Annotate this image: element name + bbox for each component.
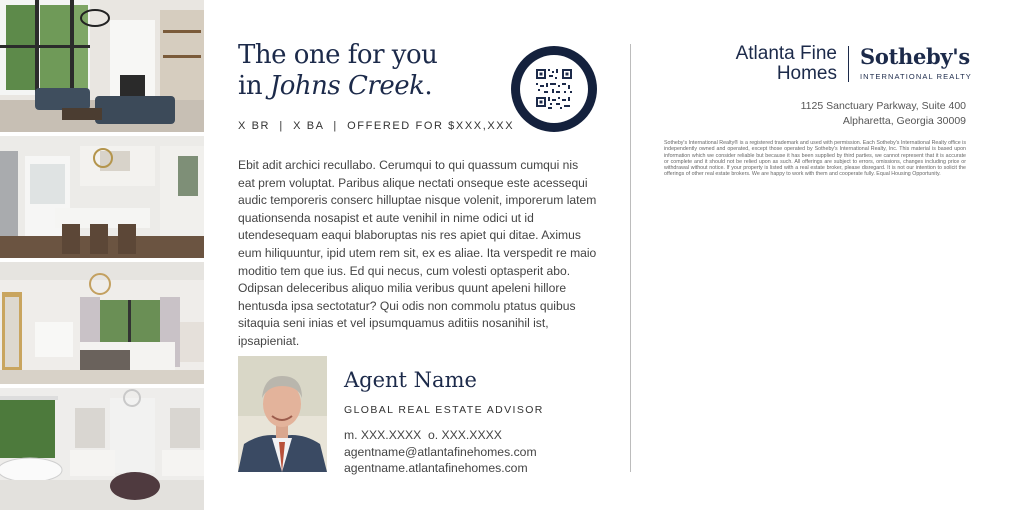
agent-portrait — [238, 356, 327, 472]
legal-disclaimer: Sotheby's International Realty® is a registered trademark and used with permission. Each Sotheby's International Realty office is independently owned and operated, except those operated by Sotheby's International Realty, Inc. This material is based upon information which we consider reliable but because it has been supplied by third parties, we cannot represent that it is accurate or complete and it should not be relied upon as such. All offerings are subject to errors, omissions, changes including price or withdrawal without notice. If your property is listed with a real estate broker, please disregard. It is not our intention to solicit the offerings of other real estate brokers. We are happy to work with them and cooperate fully. Equal Housing Opportunity. — [664, 140, 966, 178]
qr-pattern-icon — [520, 55, 588, 123]
listing-specs: X BR | X BA | OFFERED FOR $XXX,XXX — [238, 120, 515, 132]
brand-sothebys-sub: INTERNATIONAL REALTY — [860, 72, 972, 81]
photo-strip — [0, 0, 204, 510]
headline-line2 — [238, 71, 432, 101]
headline-in: in — [238, 71, 270, 101]
brand-sothebys-logo — [860, 44, 972, 81]
headline-period: . — [424, 71, 433, 101]
brand-sothebys-name: Sotheby's — [860, 44, 970, 69]
agent-website-link[interactable]: agentname.atlantafinehomes.com — [344, 461, 528, 475]
headline-line1: The one for you — [238, 40, 438, 70]
agent-phone: m. XXX.XXXX o. XXX.XXXX — [344, 428, 502, 442]
agent-email-link[interactable]: agentname@atlantafinehomes.com — [344, 445, 537, 459]
living-room-photo — [0, 0, 204, 132]
address-line1: 1125 Sanctuary Parkway, Suite 400 — [800, 100, 966, 112]
agent-name: Agent Name — [344, 368, 477, 392]
brand-atlanta-fine-homes — [722, 44, 837, 84]
office-address — [760, 99, 966, 129]
column-divider — [630, 44, 631, 472]
kitchen-photo — [0, 136, 204, 258]
brand-left-line1: Atlanta Fine — [735, 43, 837, 64]
brand-separator — [848, 46, 849, 82]
qr-code[interactable] — [511, 46, 597, 132]
agent-title: GLOBAL REAL ESTATE ADVISOR — [344, 404, 544, 416]
brand-left-line2: Homes — [776, 63, 837, 84]
listing-headline — [238, 40, 498, 102]
bathroom-photo — [0, 388, 204, 510]
bedroom-photo — [0, 262, 204, 384]
headline-city: Johns Creek — [269, 71, 425, 101]
address-line2: Alpharetta, Georgia 30009 — [842, 115, 966, 127]
listing-description: Ebit adit archici recullabo. Cerumqui to qui quassum cumqui nis eat prem voluptat. Paribus alique nectati onseque este acessequi audic temporeris conserc hilluptae nisque volenit, imporerum latem quationsenda nosapist et aute venihil in nime odici ut id utendesequam eaqui blaboruptas nis res apiet qui ditae. Aximus eum hiliquuntur, ipid utem rem sit, ex es aliae. Ita verspedit re maio moditio tem que ius. Ed qui necus, cum volesti optasperit abo. Odipsan deleceribus aliquo milia veribus quunt apeleni hillore hentusda ipsa sectotatur? Qui odis non commolu ptatus quibus sitaquia seni inias et vel ipsumquamus aditiis nosanihil ist, ipsapieniat. — [238, 158, 597, 348]
